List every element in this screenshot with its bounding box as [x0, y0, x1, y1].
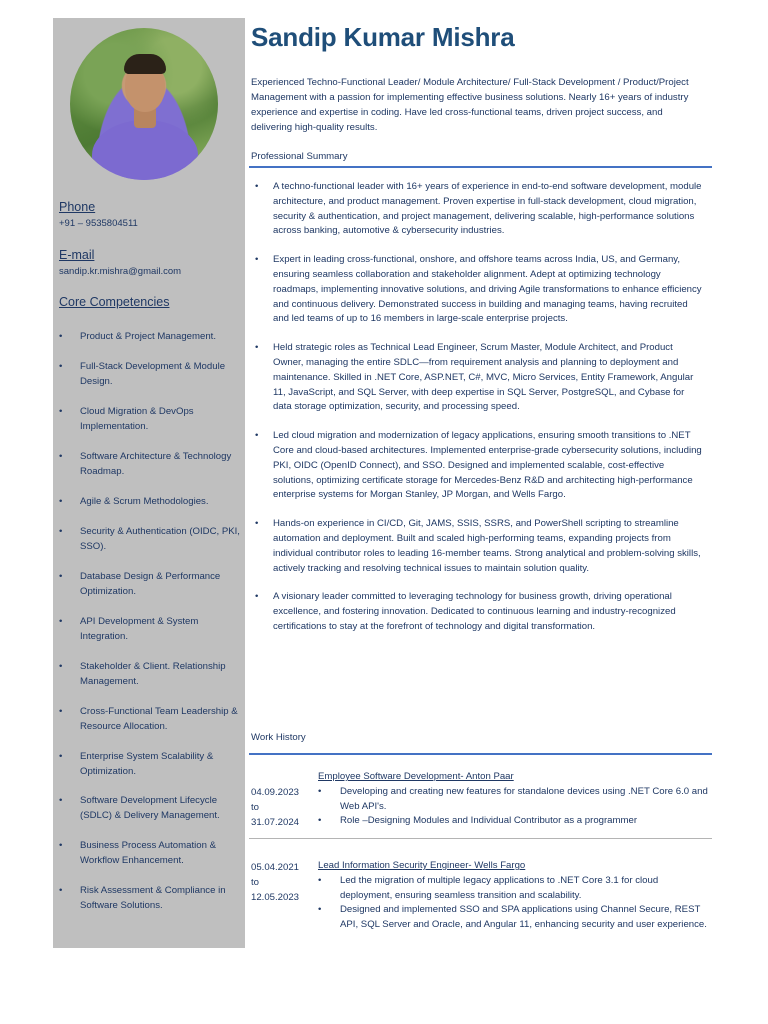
- job-bullet: • Led the migration of multiple legacy applications to .NET Core 3.1 for cloud deployment, ensuring seamless transition and scalability.: [318, 875, 659, 901]
- competency-item: • Software Architecture & Technology Roadmap.: [59, 451, 232, 477]
- work-history-heading: Work History: [251, 732, 306, 743]
- job-bullet: • Designed and implemented SSO and SPA applications using Channel Secure, REST API, SQL Server and Oracle, and Angular 11, enhancing security and user experience.: [318, 904, 707, 930]
- job-bullet: • Role –Designing Modules and Individual Contributor as a programmer: [318, 815, 638, 827]
- competency-item: • Agile & Scrum Methodologies.: [59, 496, 209, 507]
- competency-item: • Full-Stack Development & Module Design.: [59, 361, 226, 387]
- photo-hair: [124, 54, 166, 74]
- competency-item: • Business Process Automation & Workflow Enhancement.: [59, 840, 216, 866]
- job-title: Employee Software Development- Anton Paar: [318, 771, 514, 782]
- phone-number: +91 – 9535804511: [59, 218, 138, 229]
- job-title: Lead Information Security Engineer- Wells Fargo: [318, 860, 526, 871]
- summary-item: • A techno-functional leader with 16+ years of experience in end-to-end software development, module architecture, and product management. Proven expertise in full-stack development, cloud migration, security & authentication, and project management, delivering scalable, high-performance solutions across banking, automotive & cybersecurity industries.: [255, 181, 702, 237]
- job-end-date: 31.07.2024: [251, 817, 300, 828]
- photo-shirt: [92, 120, 198, 180]
- email-heading: E-mail: [59, 248, 95, 262]
- job-bullets: [318, 874, 713, 932]
- job-divider: [249, 838, 712, 839]
- competency-item: • API Development & System Integration.: [59, 616, 199, 642]
- competency-item: • Database Design & Performance Optimization.: [59, 571, 221, 597]
- job-end-date: 12.05.2023: [251, 892, 300, 903]
- competency-item: • Enterprise System Scalability & Optimization.: [59, 751, 214, 777]
- job-date-separator: to: [251, 802, 260, 813]
- competencies-list: [59, 330, 243, 913]
- intro-paragraph: Experienced Techno-Functional Leader/ Module Architecture/ Full-Stack Development / Product/Project Management with a passion for implementing effective business solutions. Nearly 16+ years of industry experience and expertise in coding. Have led cross-functional teams, driven project success, and delivering high-quality results.: [251, 77, 689, 133]
- summary-divider: [249, 166, 712, 168]
- summary-heading: Professional Summary: [251, 151, 348, 162]
- summary-item: • A visionary leader committed to leveraging technology for business growth, driving operational excellence, and fostering innovation. Dedicated to continuous learning and industry-recognized certifications to stay at the forefront of technology and digital transformation.: [255, 591, 676, 632]
- work-history-divider: [249, 753, 712, 755]
- competency-item: • Software Development Lifecycle (SDLC) & Delivery Management.: [59, 795, 220, 821]
- job-bullets: [318, 785, 713, 829]
- job-dates: [251, 785, 299, 830]
- competency-item: • Security & Authentication (OIDC, PKI, SSO).: [59, 526, 240, 552]
- job-start-date: 05.04.2021: [251, 862, 300, 873]
- summary-item: • Held strategic roles as Technical Lead Engineer, Scrum Master, Module Architect, and Product Owner, managing the entire SDLC—from requirement analysis and planning to deployment and maintenance. Skilled in .NET Core, ASP.NET, C#, MVC, Micro Services, Entity Framework, Angular 11, JavaScript, and SQL Server, with deep expertise in SQL Server, PostgreSQL, and Cybase for data storage optimization, security, and processing speed.: [255, 342, 694, 413]
- competency-item: • Cloud Migration & DevOps Implementation.: [59, 406, 194, 432]
- job-bullet: • Developing and creating new features for standalone devices using .NET Core 6.0 and Web API's.: [318, 786, 708, 812]
- competencies-heading: Core Competencies: [59, 295, 170, 309]
- summary-item: • Led cloud migration and modernization of legacy applications, ensuring smooth transitions to .NET Core and cloud-based architectures. Implemented enterprise-grade cybersecurity solutions, including PKI, OIDC (OpenID Connect), and SSO. Designed and implemented scalable, cost-effective solutions, optimizing certificate storage for Mercedes-Benz R&D and architecting high-performance enterprise systems for Morgan Stanley, JP Morgan, and Wells Fargo.: [255, 430, 702, 501]
- competency-item: • Risk Assessment & Compliance in Software Solutions.: [59, 885, 226, 911]
- sidebar: [53, 18, 245, 948]
- job-dates: [251, 860, 299, 905]
- job-start-date: 04.09.2023: [251, 787, 300, 798]
- summary-item: • Hands-on experience in CI/CD, Git, JAMS, SSIS, SSRS, and PowerShell scripting to streamline automation and deployment. Built and scaled high-performing teams, expanding projects from individual contributor roles to leading 16-member teams. Strong analytical and problem-solving skills, actively tracking and resolving technical issues to maintain solution quality.: [255, 518, 701, 574]
- candidate-name: Sandip Kumar Mishra: [251, 22, 515, 52]
- summary-item: • Expert in leading cross-functional, onshore, and offshore teams across India, US, and Germany, ensuring seamless collaboration and stakeholder alignment. Adept at optimizing technology roadmaps, implementing innovative solutions, and driving Agile transformations to enhance efficiency and continuous delivery. Demonstrated success in building and managing teams, having recruited and led teams of up to 16 members in large-scale enterprise projects.: [255, 254, 702, 325]
- phone-heading: Phone: [59, 200, 96, 214]
- summary-list: [255, 180, 705, 635]
- email-address: sandip.kr.mishra@gmail.com: [59, 266, 182, 277]
- profile-photo: [70, 28, 218, 180]
- competency-item: • Product & Project Management.: [59, 331, 216, 342]
- job-date-separator: to: [251, 877, 260, 888]
- competency-item: • Cross-Functional Team Leadership & Resource Allocation.: [59, 706, 238, 732]
- competency-item: • Stakeholder & Client. Relationship Management.: [59, 661, 226, 687]
